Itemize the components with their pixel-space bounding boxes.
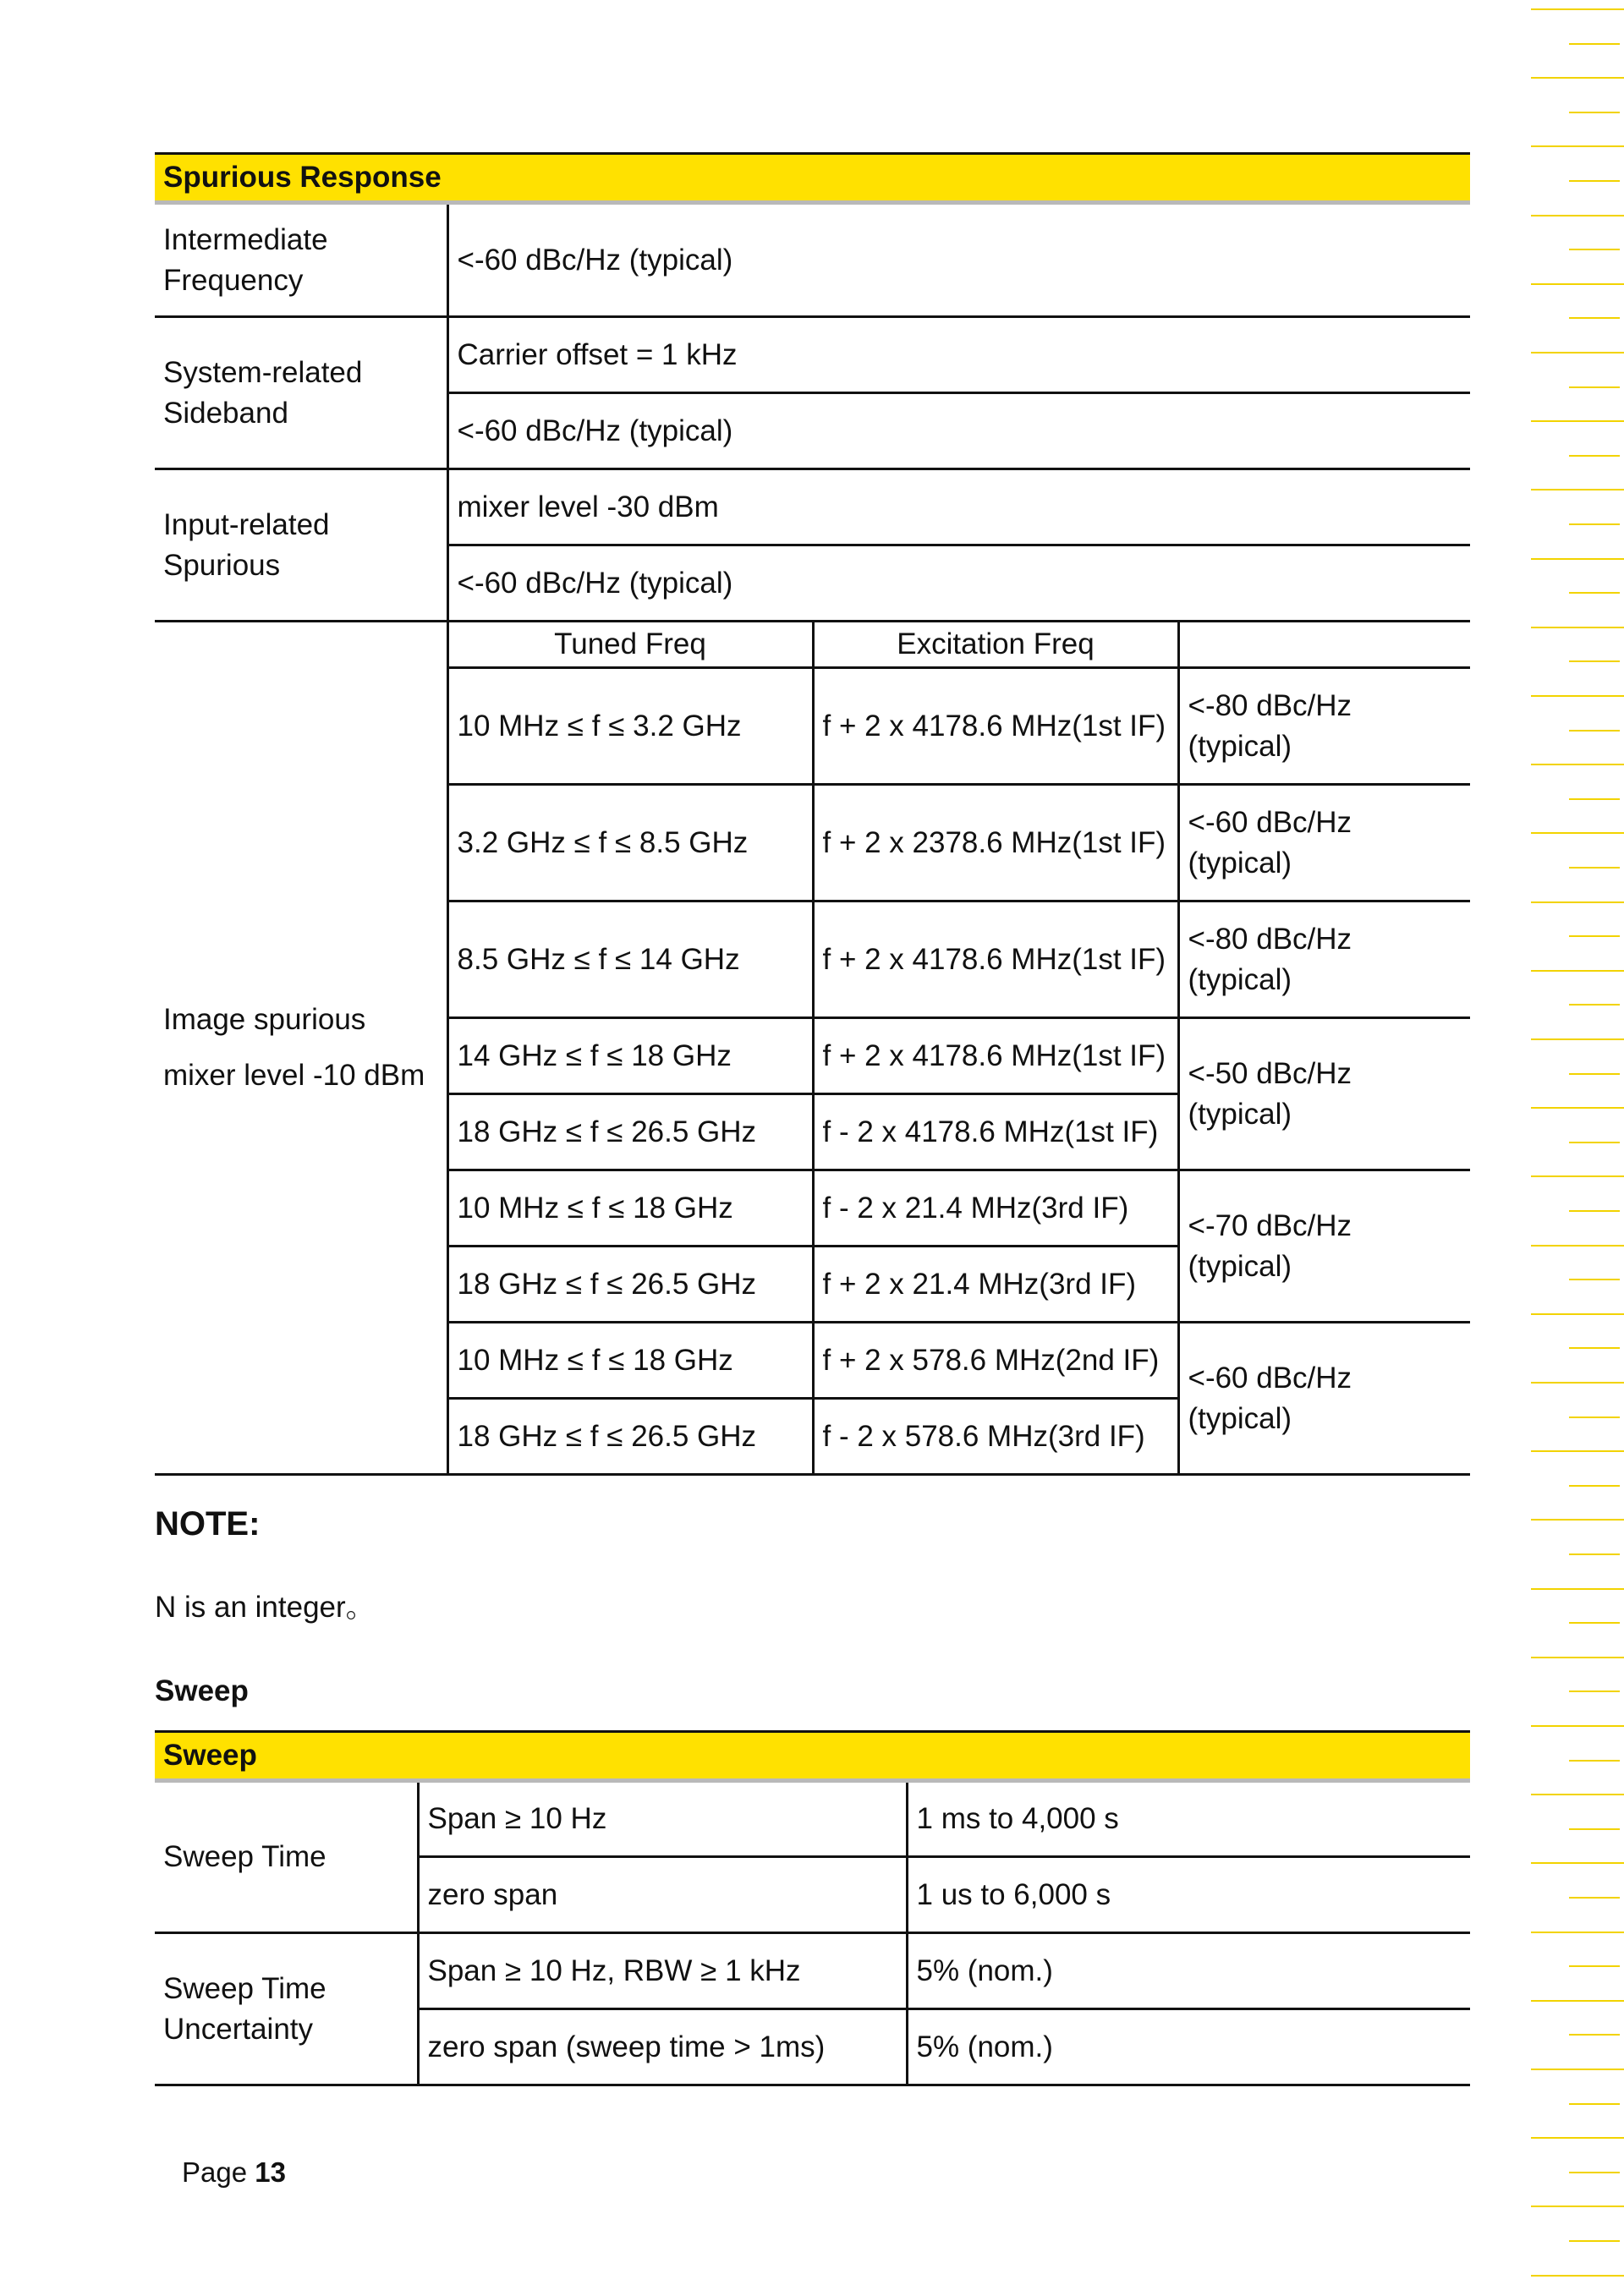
- decorative-line: [1569, 455, 1620, 457]
- decorative-line: [1569, 1965, 1620, 1967]
- decorative-line: [1569, 1142, 1620, 1143]
- value-cell: <-60 dBc/Hz (typical): [1178, 1323, 1470, 1475]
- decorative-line: [1531, 1450, 1624, 1452]
- sweep-time-value: 1 us to 6,000 s: [907, 1857, 1470, 1933]
- page-label: Page: [182, 2156, 248, 2188]
- excitation-cell: f + 2 x 4178.6 MHz(1st IF): [813, 668, 1178, 785]
- decorative-line: [1531, 2000, 1624, 2002]
- sweep-time-value: 1 ms to 4,000 s: [907, 1781, 1470, 1857]
- decorative-line: [1569, 1760, 1620, 1762]
- page-number-value: 13: [255, 2156, 286, 2188]
- image-label-line2: mixer level -10 dBm: [163, 1059, 425, 1092]
- excitation-cell: f + 2 x 4178.6 MHz(1st IF): [813, 901, 1178, 1018]
- decorative-line: [1569, 249, 1620, 250]
- sweep-uncertainty-cond: zero span (sweep time > 1ms): [418, 2009, 907, 2085]
- image-label-line1: Image spurious: [163, 1003, 366, 1036]
- sweep-heading: Sweep: [155, 1674, 249, 1707]
- decorative-line: [1531, 215, 1624, 216]
- sweep-header: Sweep: [155, 1732, 1470, 1781]
- tuned-cell: 18 GHz ≤ f ≤ 26.5 GHz: [447, 1399, 813, 1475]
- decorative-line: [1569, 730, 1620, 732]
- value-cell: <-70 dBc/Hz (typical): [1178, 1170, 1470, 1323]
- decorative-line: [1569, 1897, 1620, 1899]
- sweep-table: [155, 1730, 1470, 2086]
- decorative-line: [1531, 145, 1624, 147]
- decorative-line: [1569, 1004, 1620, 1006]
- decorative-line: [1531, 1862, 1624, 1864]
- page-number: [182, 2156, 286, 2189]
- decorative-line: [1531, 1519, 1624, 1521]
- decorative-line: [1531, 832, 1624, 834]
- decorative-line: [1531, 77, 1624, 79]
- decorative-line: [1531, 695, 1624, 697]
- decorative-line: [1569, 1417, 1620, 1418]
- decorative-line: [1531, 420, 1624, 422]
- excitation-cell: f - 2 x 578.6 MHz(3rd IF): [813, 1399, 1178, 1475]
- sweep-uncertainty-value: 5% (nom.): [907, 2009, 1470, 2085]
- decorative-line: [1569, 112, 1620, 113]
- decorative-line: [1569, 43, 1620, 45]
- decorative-line: [1531, 558, 1624, 560]
- decorative-line: [1569, 1210, 1620, 1212]
- tuned-cell: 10 MHz ≤ f ≤ 18 GHz: [447, 1170, 813, 1247]
- spurious-response-table: [155, 152, 1470, 1476]
- decorative-line: [1569, 1690, 1620, 1692]
- decorative-line: [1531, 283, 1624, 285]
- excitation-cell: f + 2 x 2378.6 MHz(1st IF): [813, 785, 1178, 901]
- tuned-cell: 14 GHz ≤ f ≤ 18 GHz: [447, 1018, 813, 1094]
- tuned-cell: 8.5 GHz ≤ f ≤ 14 GHz: [447, 901, 813, 1018]
- decorative-line: [1569, 1622, 1620, 1624]
- tuned-cell: 10 MHz ≤ f ≤ 3.2 GHz: [447, 668, 813, 785]
- decorative-line: [1531, 1657, 1624, 1658]
- decorative-line: [1569, 317, 1620, 319]
- decorative-line: [1531, 1175, 1624, 1177]
- decorative-line: [1531, 970, 1624, 972]
- decorative-line: [1531, 2275, 1624, 2277]
- decorative-line: [1531, 2069, 1624, 2070]
- decorative-line: [1569, 798, 1620, 800]
- decorative-line: [1569, 2034, 1620, 2036]
- decorative-line: [1569, 1347, 1620, 1349]
- decorative-line: [1531, 352, 1624, 353]
- excitation-cell: f - 2 x 21.4 MHz(3rd IF): [813, 1170, 1178, 1247]
- note-text: N is an integer。: [155, 1591, 376, 1624]
- sweep-time-cond: zero span: [418, 1857, 907, 1933]
- sweep-time-cond: Span ≥ 10 Hz: [418, 1781, 907, 1857]
- spurious-header: Spurious Response: [155, 154, 1470, 203]
- decorative-line: [1531, 2206, 1624, 2207]
- decorative-line: [1569, 592, 1620, 594]
- system-value: <-60 dBc/Hz (typical): [447, 393, 1470, 469]
- decorative-line: [1531, 1794, 1624, 1795]
- sweep-uncertainty-value: 5% (nom.): [907, 1933, 1470, 2009]
- sweep-uncertainty-cond: Span ≥ 10 Hz, RBW ≥ 1 kHz: [418, 1933, 907, 2009]
- note-title: NOTE:: [155, 1505, 261, 1543]
- intermediate-value: <-60 dBc/Hz (typical): [447, 203, 1470, 317]
- col-excitation-header: Excitation Freq: [813, 622, 1178, 668]
- decorative-line: [1531, 901, 1624, 903]
- decorative-line: [1531, 8, 1624, 10]
- tuned-cell: 3.2 GHz ≤ f ≤ 8.5 GHz: [447, 785, 813, 901]
- decorative-line: [1569, 660, 1620, 662]
- decorative-line: [1569, 523, 1620, 525]
- intermediate-label: Intermediate Frequency: [155, 203, 447, 317]
- decorative-line: [1569, 2172, 1620, 2173]
- decorative-line: [1569, 1073, 1620, 1075]
- excitation-cell: f + 2 x 4178.6 MHz(1st IF): [813, 1018, 1178, 1094]
- system-cond: Carrier offset = 1 kHz: [447, 317, 1470, 393]
- sweep-time-label: Sweep Time: [155, 1781, 418, 1933]
- sweep-uncertainty-label: Sweep Time Uncertainty: [155, 1933, 418, 2085]
- tuned-cell: 18 GHz ≤ f ≤ 26.5 GHz: [447, 1247, 813, 1323]
- decorative-line: [1569, 1279, 1620, 1280]
- decorative-line: [1569, 935, 1620, 937]
- excitation-cell: f + 2 x 21.4 MHz(3rd IF): [813, 1247, 1178, 1323]
- value-cell: <-50 dBc/Hz (typical): [1178, 1018, 1470, 1170]
- decorative-line: [1531, 1038, 1624, 1040]
- col-tuned-header: Tuned Freq: [447, 622, 813, 668]
- tuned-cell: 18 GHz ≤ f ≤ 26.5 GHz: [447, 1094, 813, 1170]
- decorative-line: [1531, 489, 1624, 490]
- decorative-line: [1531, 1725, 1624, 1727]
- decorative-line: [1569, 1553, 1620, 1555]
- decorative-line: [1569, 2103, 1620, 2105]
- system-label: System-related Sideband: [155, 317, 447, 469]
- decorative-line: [1569, 1828, 1620, 1830]
- decorative-line: [1531, 764, 1624, 765]
- tuned-cell: 10 MHz ≤ f ≤ 18 GHz: [447, 1323, 813, 1399]
- input-cond: mixer level -30 dBm: [447, 469, 1470, 545]
- decorative-line: [1531, 2137, 1624, 2139]
- excitation-cell: f + 2 x 578.6 MHz(2nd IF): [813, 1323, 1178, 1399]
- value-cell: <-80 dBc/Hz (typical): [1178, 668, 1470, 785]
- value-cell: <-80 dBc/Hz (typical): [1178, 901, 1470, 1018]
- input-value: <-60 dBc/Hz (typical): [447, 545, 1470, 622]
- decorative-margin-lines: [1531, 0, 1624, 2296]
- decorative-line: [1569, 2240, 1620, 2242]
- col-value-header: [1178, 622, 1470, 668]
- decorative-line: [1569, 867, 1620, 869]
- value-cell: <-60 dBc/Hz (typical): [1178, 785, 1470, 901]
- input-label: Input-related Spurious: [155, 469, 447, 622]
- decorative-line: [1531, 1245, 1624, 1247]
- image-label: [155, 622, 447, 1475]
- decorative-line: [1531, 1107, 1624, 1109]
- decorative-line: [1531, 1932, 1624, 1933]
- decorative-line: [1531, 1588, 1624, 1590]
- decorative-line: [1531, 1382, 1624, 1384]
- decorative-line: [1569, 180, 1620, 182]
- decorative-line: [1531, 1313, 1624, 1315]
- excitation-cell: f - 2 x 4178.6 MHz(1st IF): [813, 1094, 1178, 1170]
- decorative-line: [1531, 627, 1624, 628]
- decorative-line: [1569, 1485, 1620, 1487]
- decorative-line: [1569, 386, 1620, 388]
